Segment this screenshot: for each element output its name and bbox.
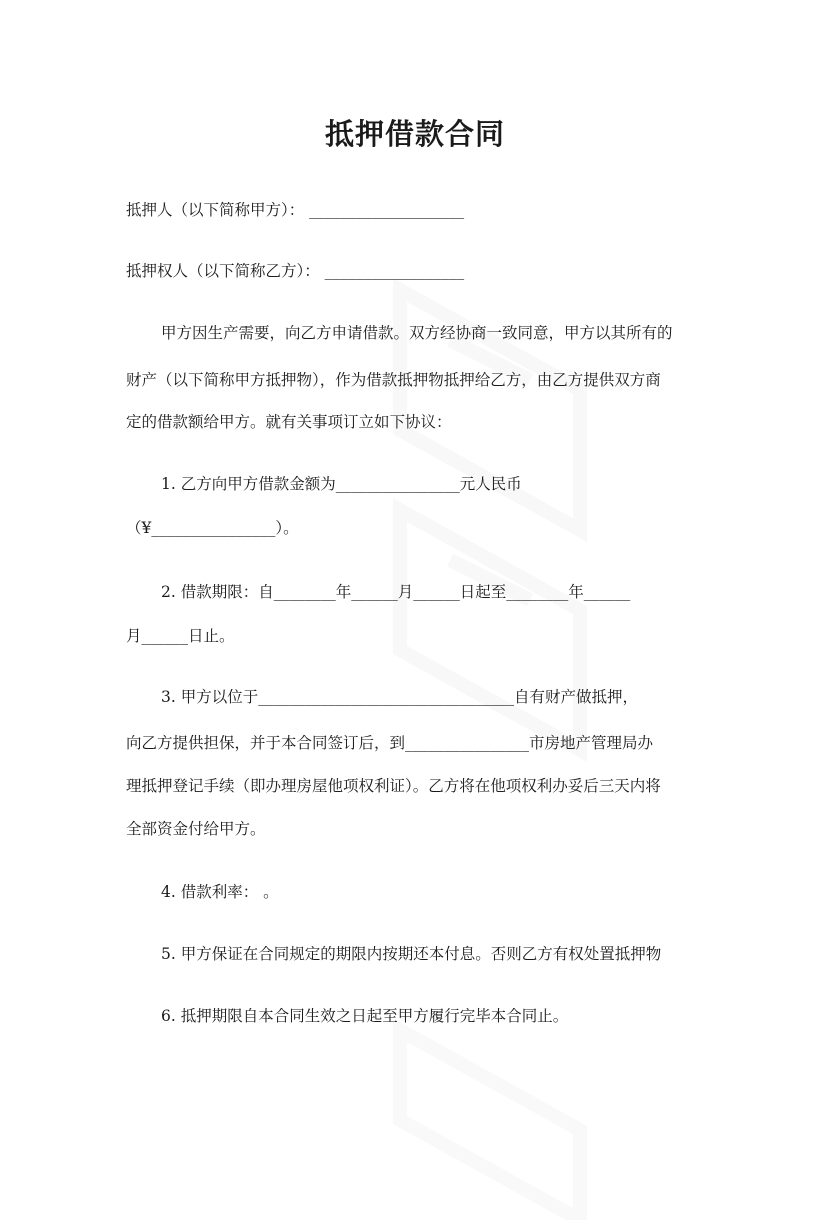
clause-1-line: （¥________________）。 xyxy=(126,519,299,537)
mortgagor-line: 抵押人（以下简称甲方）： ____________________ xyxy=(126,201,465,219)
clause-3-line: 3. 甲方以位于_________________________________自有财产做抵押， xyxy=(161,688,638,706)
clause-3-line: 全部资金付给甲方。 xyxy=(126,820,266,838)
page-title: 抵押借款合同 xyxy=(324,117,505,151)
clause-1-line: 1. 乙方向甲方借款金额为________________元人民币 xyxy=(161,475,522,493)
clause-4-line: 4. 借款利率： 。 xyxy=(161,883,279,901)
clause-2-line: 月______日止。 xyxy=(126,627,235,645)
preamble-line: 定的借款额给甲方。就有关事项订立如下协议： xyxy=(126,413,452,431)
preamble-line: 甲方因生产需要，向乙方申请借款。双方经协商一致同意，甲方以其所有的 xyxy=(161,324,673,342)
mortgagee-line: 抵押权人（以下简称乙方）： __________________ xyxy=(126,262,465,280)
preamble-line: 财产（以下简称甲方抵押物），作为借款抵押物抵押给乙方，由乙方提供双方商 xyxy=(126,371,661,389)
clause-3-line: 向乙方提供担保，并于本合同签订后，到________________市房地产管理局办 xyxy=(126,734,654,752)
watermark-logo-bottom xyxy=(360,1000,620,1220)
clause-2-line: 2. 借款期限：自________年______月______日起至________年______ xyxy=(161,583,631,601)
clause-5-line: 5. 甲方保证在合同规定的期限内按期还本付息。否则乙方有权处置抵押物 xyxy=(161,945,662,963)
clause-3-line: 理抵押登记手续（即办理房屋他项权利证）。乙方将在他项权利办妥后三天内将 xyxy=(126,777,661,795)
clause-6-line: 6. 抵押期限自本合同生效之日起至甲方履行完毕本合同止。 xyxy=(161,1007,569,1025)
